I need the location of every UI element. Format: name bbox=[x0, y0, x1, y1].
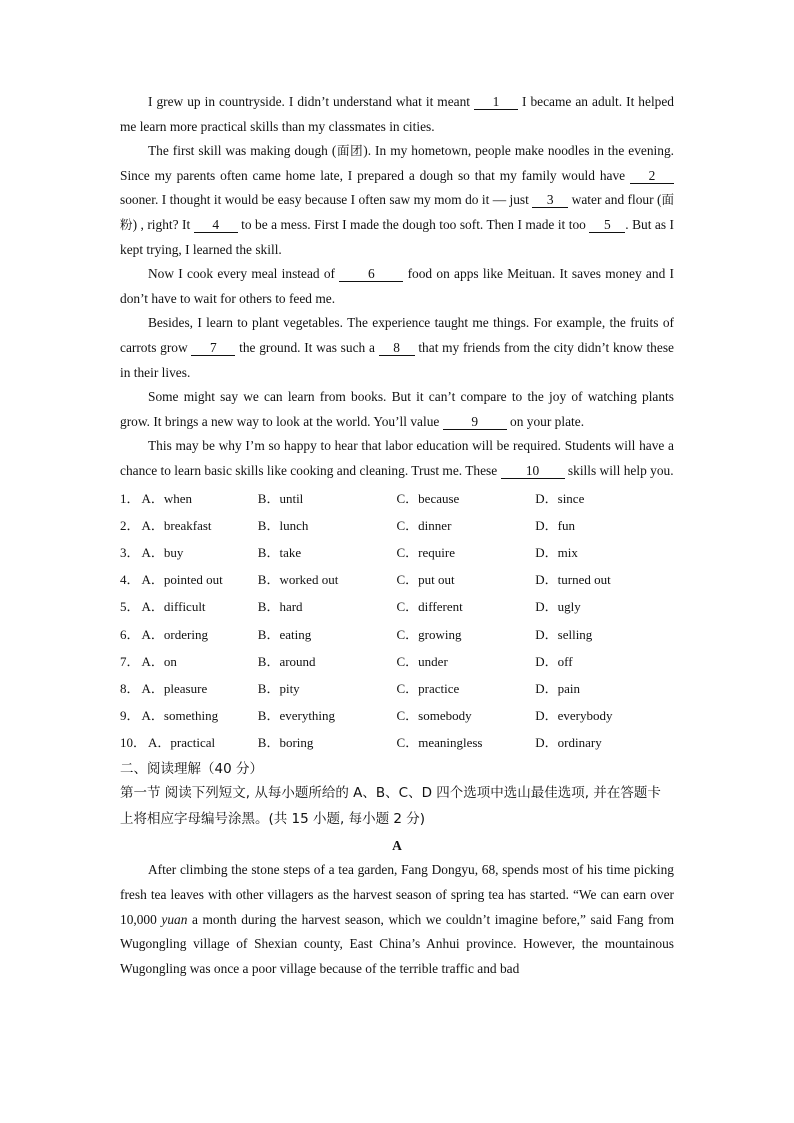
chinese-gloss: 面粉 bbox=[120, 192, 674, 232]
text: on your plate. bbox=[506, 413, 585, 429]
passage-paragraph-2 bbox=[120, 139, 674, 262]
text: food on apps like Meituan. It saves money and I don’t have to wait for others to feed me. bbox=[120, 266, 674, 306]
text: Now I cook every meal instead of bbox=[148, 266, 340, 282]
option-b: B．worked out bbox=[257, 572, 339, 588]
text: Some might say we can learn from books. But it can’t compare to the joy of watching plants grow. It brings a new way to look at the world. You’ll value bbox=[120, 389, 674, 429]
option-row bbox=[120, 728, 674, 755]
option-number: 4． bbox=[120, 572, 140, 588]
reading-paragraph bbox=[120, 858, 674, 981]
option-d: D．turned out bbox=[535, 572, 611, 588]
option-c: C．require bbox=[396, 544, 455, 560]
text: to be a mess. First I made the dough too soft. Then I made it too bbox=[237, 216, 590, 232]
text: Besides, I learn to plant vegetables. The experience taught me things. For example, the fruits of carrots grow bbox=[120, 315, 674, 355]
option-number: 8． bbox=[120, 680, 140, 696]
option-d: D．pain bbox=[535, 680, 581, 696]
option-c: C．because bbox=[396, 490, 460, 506]
option-b: B．everything bbox=[257, 708, 336, 724]
option-d: D．since bbox=[535, 490, 585, 506]
blank-6: 6 bbox=[339, 266, 403, 282]
option-number: 9． bbox=[120, 708, 140, 724]
option-b: B．take bbox=[257, 544, 302, 560]
option-number: 3． bbox=[120, 544, 140, 560]
option-b: B．hard bbox=[257, 599, 303, 615]
blank-10: 10 bbox=[501, 463, 565, 479]
option-c: C．put out bbox=[396, 572, 455, 588]
text: water and flour ( bbox=[568, 192, 662, 208]
text: ) , right? It bbox=[132, 216, 194, 232]
section-instructions: 第一节 阅读下列短文, 从每小题所给的 A、B、C、D 四个选项中选山最佳选项, 并在答题卡上将相应字母编号涂黑。(共 15 小题, 每小题 2 分) bbox=[120, 785, 661, 828]
text: I grew up in countryside. I didn’t understand what it meant bbox=[148, 94, 475, 109]
blank-2: 2 bbox=[630, 168, 674, 184]
option-b: B．lunch bbox=[257, 517, 309, 533]
option-row bbox=[120, 484, 674, 511]
text: The first skill was making dough ( bbox=[148, 143, 337, 159]
passage-paragraph-1 bbox=[120, 90, 674, 139]
option-a: A．difficult bbox=[141, 599, 206, 615]
option-number: 1． bbox=[120, 490, 140, 506]
option-b: B．boring bbox=[257, 735, 314, 751]
text: the ground. It was such a bbox=[235, 339, 379, 355]
option-row bbox=[120, 647, 674, 674]
option-a: A．on bbox=[141, 653, 177, 669]
text: ). In my hometown, people make noodles in the evening. Since my parents often came home late, I prepared a dough so that my family would have bbox=[120, 143, 674, 183]
blank-5: 5 bbox=[589, 217, 625, 233]
passage-paragraph-4 bbox=[120, 311, 674, 385]
italic-word: yuan bbox=[161, 911, 188, 927]
option-c: C．growing bbox=[396, 626, 462, 642]
option-number: 2． bbox=[120, 517, 140, 533]
option-d: D．ordinary bbox=[535, 735, 602, 751]
text: a month during the harvest season, which we couldn’t imagine before,” said Fang from Wugongling village of Shexian county, East China’s Anhui province. However, the mountainous Wugongling was once a poor village because of the terrible traffic and bad bbox=[120, 911, 674, 976]
passage-letter: A bbox=[392, 838, 402, 854]
option-a: A．breakfast bbox=[141, 517, 212, 533]
option-c: C．practice bbox=[396, 680, 460, 696]
text: skills will help you. bbox=[564, 462, 674, 478]
option-b: B．until bbox=[257, 490, 304, 506]
option-d: D．fun bbox=[535, 517, 575, 533]
option-row bbox=[120, 592, 674, 619]
option-c: C．different bbox=[396, 599, 463, 615]
text: that my friends from the city didn’t know these in their lives. bbox=[120, 339, 674, 380]
option-c: C．meaningless bbox=[396, 735, 483, 751]
option-number: 7． bbox=[120, 653, 140, 669]
option-number: 5． bbox=[120, 599, 140, 615]
option-b: B．around bbox=[257, 653, 316, 669]
blank-3: 3 bbox=[532, 192, 568, 208]
text: . But as I kept trying, I learned the skill. bbox=[120, 216, 674, 257]
text: sooner. I thought it would be easy because I often saw my mom do it — just bbox=[120, 192, 533, 208]
blank-4: 4 bbox=[194, 217, 238, 233]
option-b: B．pity bbox=[257, 680, 300, 696]
text: After climbing the stone steps of a tea garden, Fang Dongyu, 68, spends most of his time picking fresh tea leaves with other villagers as the harvest season of spring tea has started. “We can earn over 10,000 bbox=[120, 862, 674, 927]
option-a: A．something bbox=[141, 708, 219, 724]
option-a: A．when bbox=[141, 490, 193, 506]
option-d: D．ugly bbox=[535, 599, 581, 615]
option-a: A．practical bbox=[148, 735, 216, 751]
option-c: C．under bbox=[396, 653, 448, 669]
option-number: 10． bbox=[120, 735, 147, 751]
option-row bbox=[120, 511, 674, 538]
passage-paragraph-3 bbox=[120, 262, 674, 311]
option-row bbox=[120, 565, 674, 592]
option-a: A．buy bbox=[141, 544, 184, 560]
chinese-gloss: 面团 bbox=[336, 143, 364, 159]
option-row bbox=[120, 701, 674, 728]
option-c: C．somebody bbox=[396, 708, 472, 724]
option-c: C．dinner bbox=[396, 517, 452, 533]
passage-paragraph-6 bbox=[120, 434, 674, 483]
options-list bbox=[120, 484, 674, 756]
option-number: 6． bbox=[120, 626, 140, 642]
blank-1: 1 bbox=[474, 94, 518, 110]
option-row bbox=[120, 674, 674, 701]
option-row bbox=[120, 619, 674, 646]
blank-8: 8 bbox=[379, 340, 415, 356]
option-b: B．eating bbox=[257, 626, 312, 642]
option-d: D．off bbox=[535, 653, 573, 669]
text: I became an adult. It helped me learn more practical skills than my classmates in cities. bbox=[120, 94, 674, 134]
blank-7: 7 bbox=[191, 340, 235, 356]
option-a: A．pleasure bbox=[141, 680, 208, 696]
text: This may be why I’m so happy to hear that labor education will be required. Students will have a chance to learn basic skills like cooking and cleaning. Trust me. These bbox=[120, 438, 674, 478]
option-d: D．mix bbox=[535, 544, 578, 560]
option-row bbox=[120, 538, 674, 565]
option-a: A．ordering bbox=[141, 626, 208, 642]
option-d: D．everybody bbox=[535, 708, 613, 724]
blank-9: 9 bbox=[443, 414, 507, 430]
passage-paragraph-5 bbox=[120, 385, 674, 434]
option-d: D．selling bbox=[535, 626, 593, 642]
section-title: 二、阅读理解（40 分） bbox=[120, 761, 263, 778]
option-a: A．pointed out bbox=[141, 572, 223, 588]
exam-page bbox=[120, 90, 674, 981]
